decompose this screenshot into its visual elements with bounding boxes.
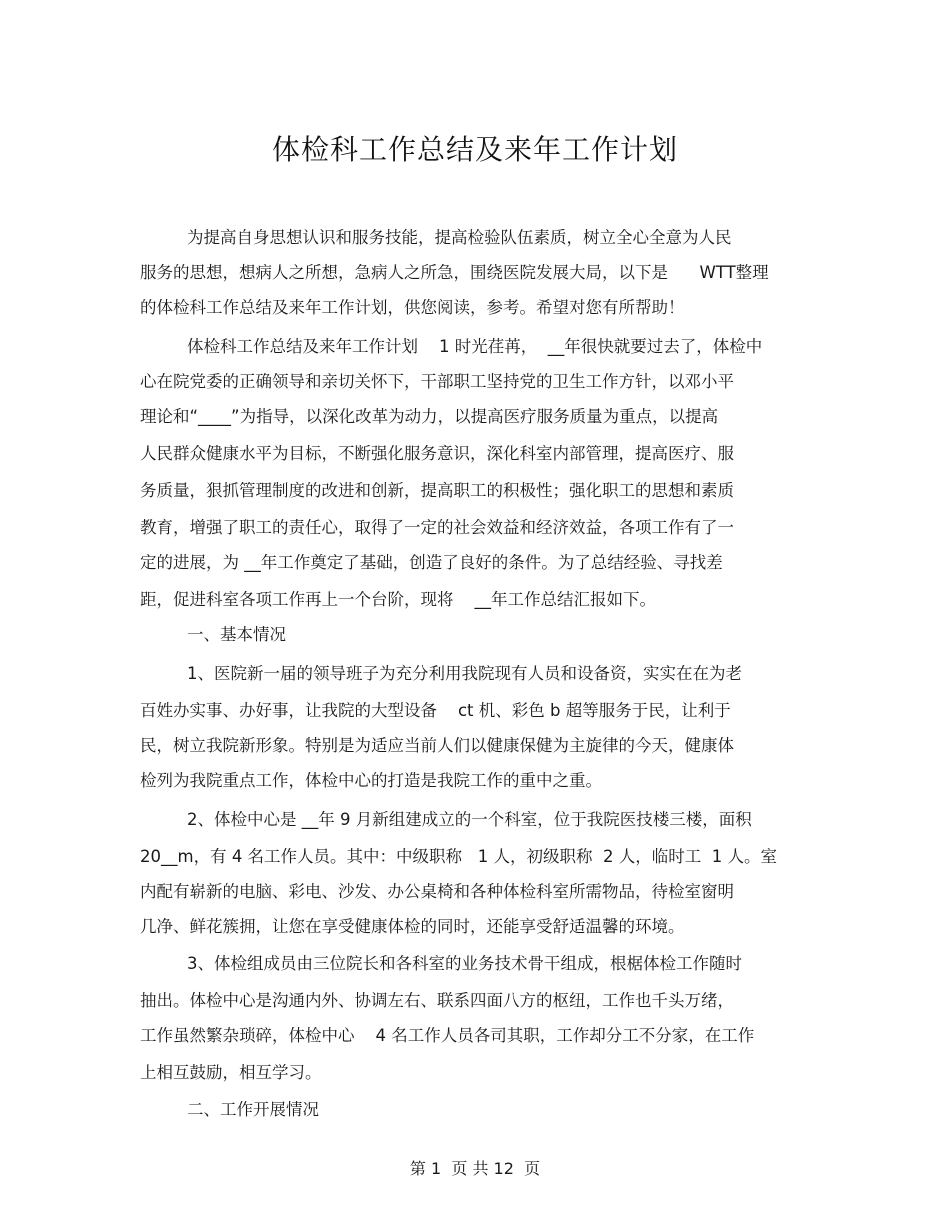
text-line: 服务的思想，想病人之所想，急病人之所急，围绕医院发展大局，以下是 WTT整理 bbox=[140, 263, 769, 282]
text-line: 几净、鲜花簇拥，让您在享受健康体检的同时，还能享受舒适温馨的环境。 bbox=[140, 917, 685, 936]
text-line: 工作虽然繁杂琐碎，体检中心 4 名工作人员各司其职，工作却分工不分家，在工作 bbox=[140, 1026, 755, 1045]
text-line: 体检科工作总结及来年工作计划 1 时光荏苒， __年很快就要过去了，体检中 bbox=[187, 337, 763, 356]
document-title: 体检科工作总结及来年工作计划 bbox=[271, 133, 678, 166]
text-line: 教育，增强了职工的责任心，取得了一定的社会效益和经济效益，各项工作有了一 bbox=[140, 518, 734, 537]
text-line: 心在院党委的正确领导和亲切关怀下，干部职工坚持党的卫生工作方针，以邓小平 bbox=[140, 372, 734, 391]
text-line: 定的进展，为 __年工作奠定了基础，创造了良好的条件。为了总结经验、寻找差 bbox=[140, 553, 723, 572]
text-line: 20__m，有 4 名工作人员。其中：中级职称 1 人，初级职称 2 人，临时工 1 人。室 bbox=[140, 847, 777, 866]
section-heading: 一、基本情况 bbox=[187, 625, 286, 644]
text-line: 3、体检组成员由三位院长和各科室的业务技术骨干组成，根椐体检工作随时 bbox=[187, 954, 742, 973]
text-line: 务质量，狠抓管理制度的改进和创新，提高职工的积极性；强化职工的思想和素质 bbox=[140, 481, 734, 500]
text-line: 1、医院新一届的领导班子为充分利用我院现有人员和设备资，实实在在为老 bbox=[187, 664, 742, 683]
text-line: 的体检科工作总结及来年工作计划，供您阅读，参考。希望对您有所帮助！ bbox=[140, 298, 685, 317]
text-line: 理论和“____”为指导，以深化改革为动力，以提高医疗服务质量为重点，以提高 bbox=[140, 407, 719, 426]
section-heading: 二、工作开展情况 bbox=[187, 1100, 319, 1119]
page-number: 第 1 页 共 12 页 bbox=[409, 1159, 541, 1178]
text-line: 2、体检中心是 __年 9 月新组建成立的一个科室，位于我院医技楼三楼，面积 bbox=[187, 810, 752, 829]
text-line: 检列为我院重点工作，体检中心的打造是我院工作的重中之重。 bbox=[140, 771, 602, 790]
text-line: 距，促进科室各项工作再上一个台阶，现将 __年工作总结汇报如下。 bbox=[140, 590, 656, 609]
text-line: 抽出。体检中心是沟通内外、协调左右、联系四面八方的枢纽，工作也千头万绪， bbox=[140, 991, 734, 1010]
text-line: 民，树立我院新形象。特别是为适应当前人们以健康保健为主旋律的今天，健康体 bbox=[140, 736, 734, 755]
text-line: 内配有崭新的电脑、彩电、沙发、办公桌椅和各种体检科室所需物品，待检室窗明 bbox=[140, 882, 734, 901]
text-line: 百姓办实事、办好事，让我院的大型设备 ct 机、彩色 b 超等服务于民，让利于 bbox=[140, 701, 731, 720]
text-line: 为提高自身思想认识和服务技能，提高检验队伍素质，树立全心全意为人民 bbox=[187, 228, 732, 247]
text-line: 上相互鼓励，相互学习。 bbox=[140, 1063, 322, 1082]
text-line: 人民群众健康水平为目标，不断强化服务意识，深化科室内部管理，提高医疗、服 bbox=[140, 444, 734, 463]
